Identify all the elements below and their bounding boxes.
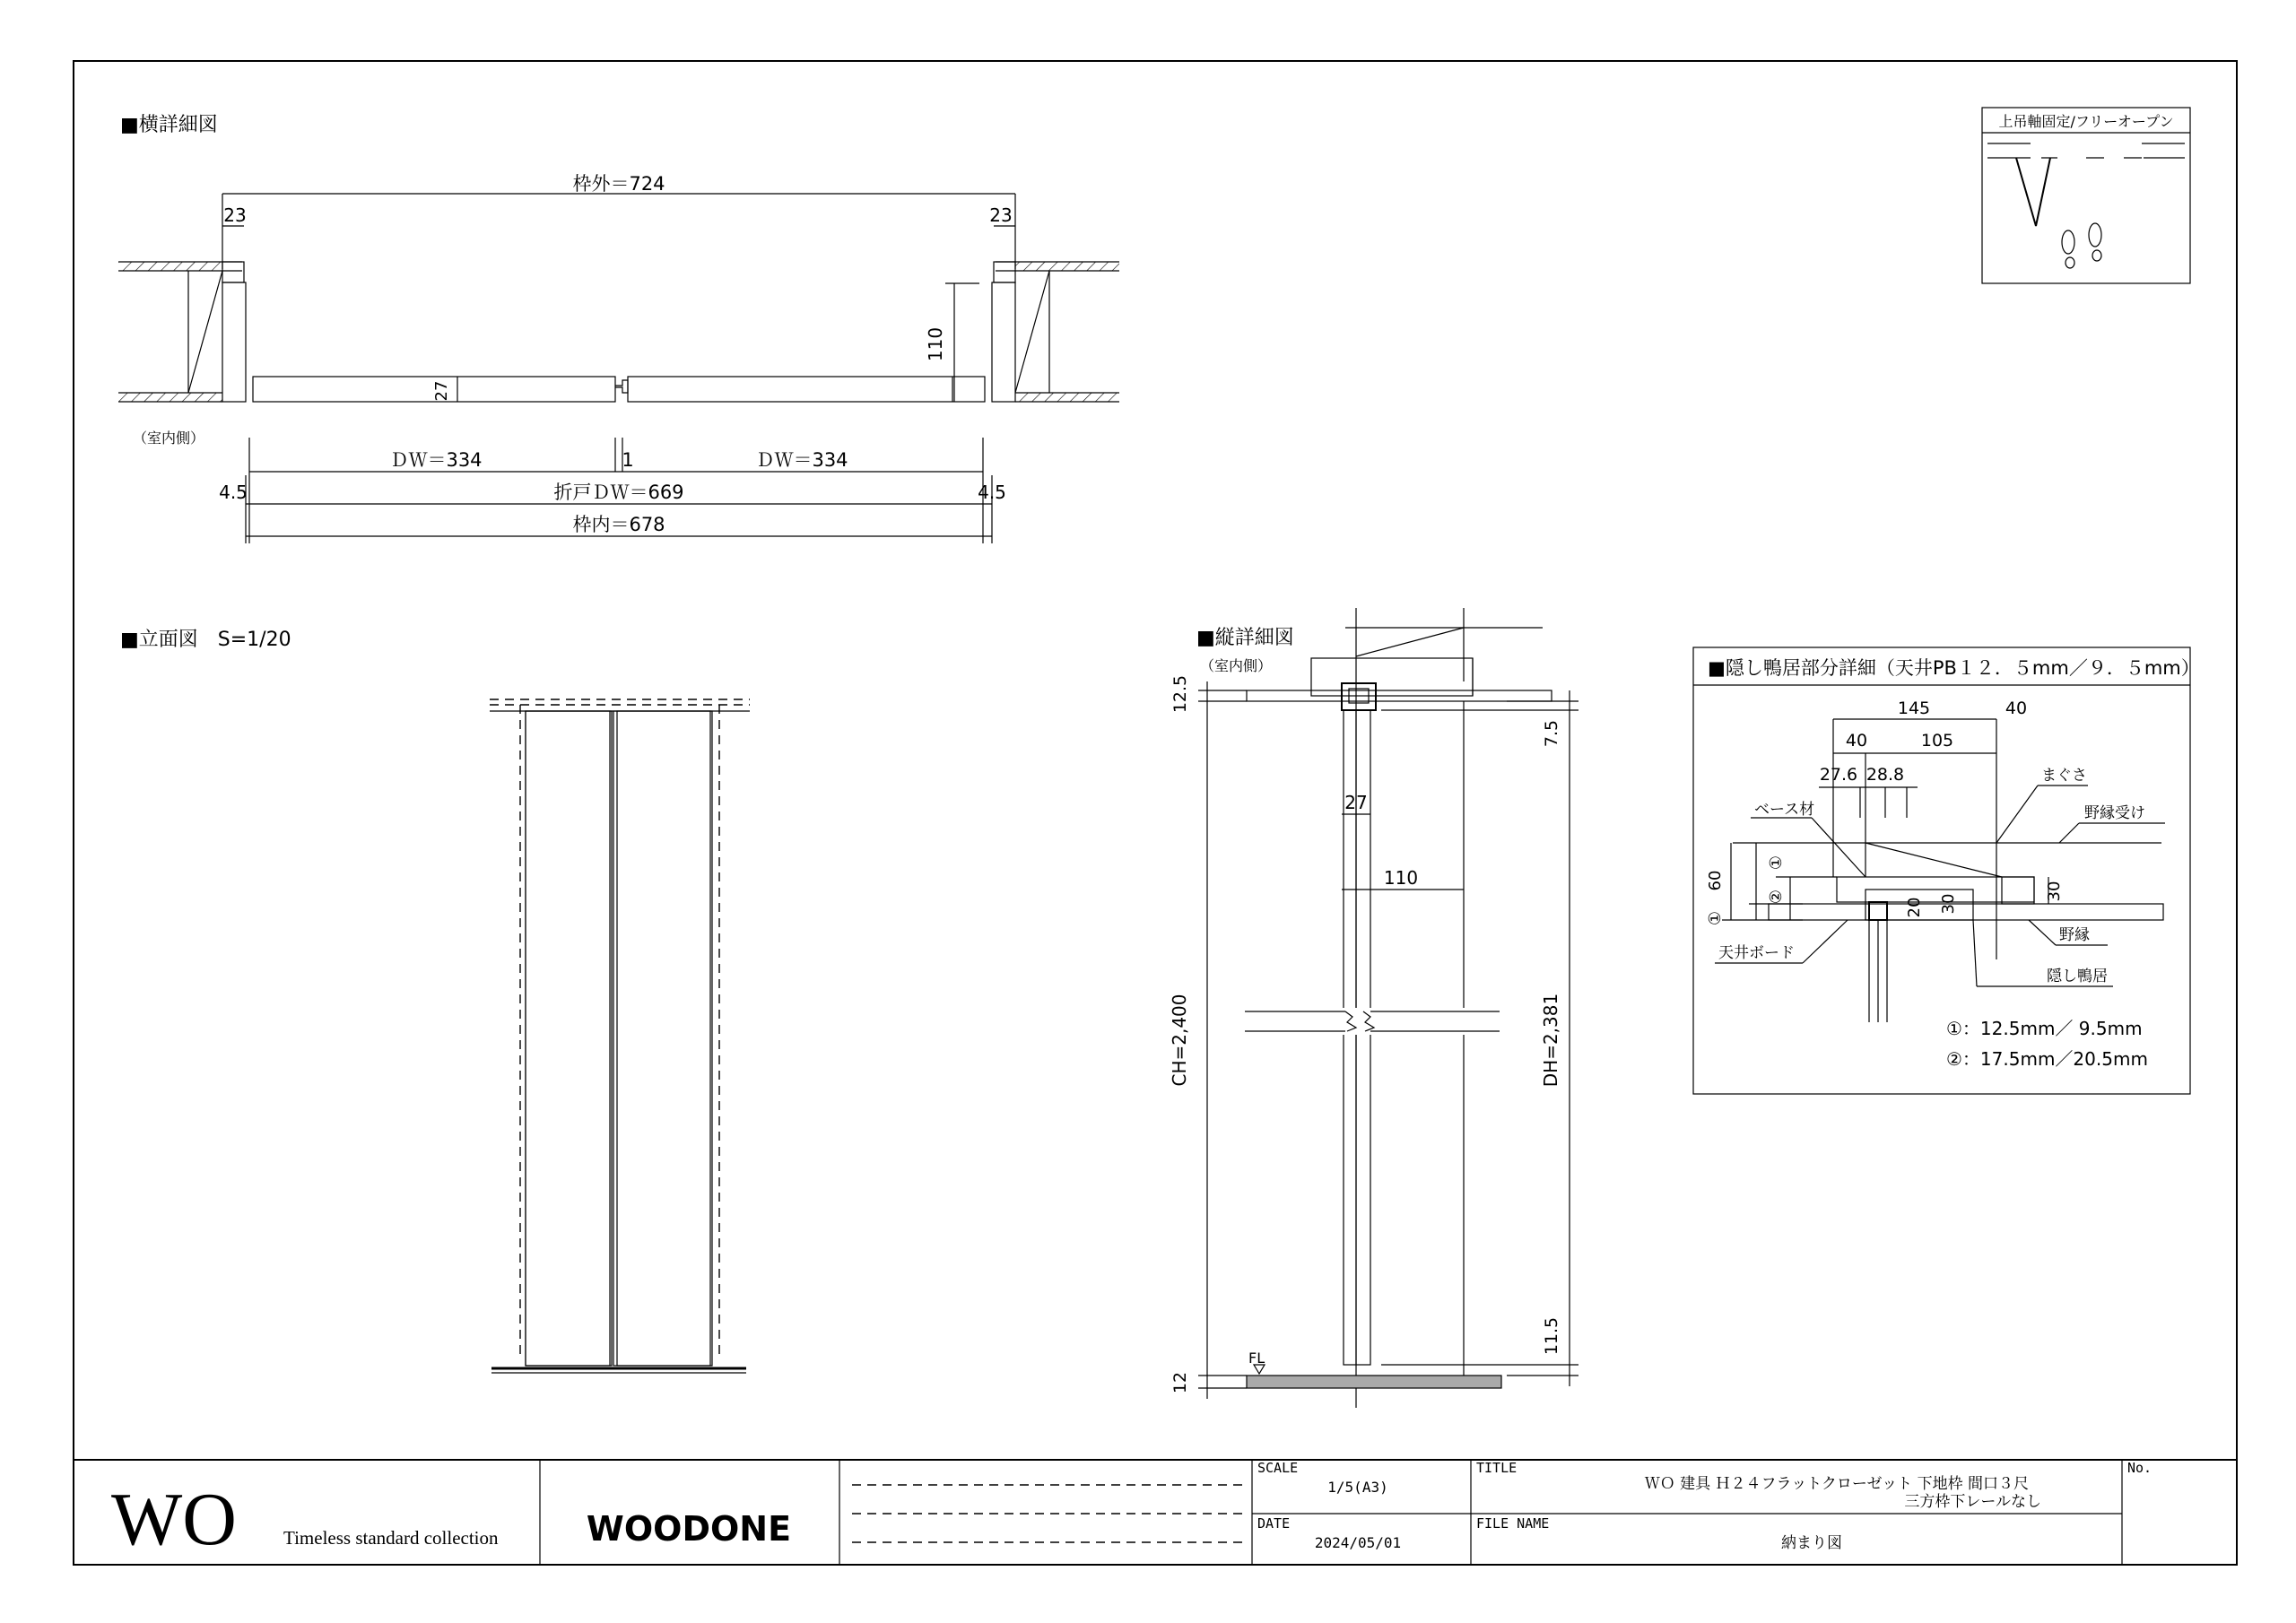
swing-type-label: 上吊軸固定/フリーオープン: [1998, 113, 2174, 130]
detail-dim-145: 145: [1897, 699, 1931, 718]
label-hidden-kamoi: 隠し鴨居: [2047, 968, 2108, 985]
detail-dim-40-right: 40: [2005, 699, 2028, 718]
indoor-label: （室内側）: [133, 430, 205, 447]
detail-dim-20: 20: [1905, 897, 1924, 918]
swing-type-box: [1982, 108, 2190, 283]
dim-gap: 1: [622, 449, 634, 471]
elevation-section-title: ■立面図 S=1/20: [120, 629, 291, 651]
floor-level-label: FL: [1248, 1350, 1265, 1367]
drawing-title-line2: 三方枠下レールなし: [1904, 1493, 2041, 1511]
dim-folding-dw: 折戸ＤＷ＝669: [553, 482, 684, 503]
brand-tagline: Timeless standard collection: [283, 1527, 499, 1549]
title-block: [74, 1460, 2237, 1565]
title-label: TITLE: [1476, 1460, 1518, 1476]
dim-jamb-right: 23: [989, 204, 1013, 226]
note-dimension-2: ②：17.5mm／20.5mm: [1946, 1048, 2148, 1070]
dim-floor-thickness: 12: [1170, 1371, 1190, 1394]
number-label: No.: [2127, 1460, 2152, 1476]
detail-circle-1: ①: [1767, 855, 1786, 871]
woodone-logo: WOODONE: [586, 1509, 792, 1549]
detail-dim-30-mid: 30: [1939, 893, 1958, 915]
file-name-value: 納まり図: [1781, 1534, 1842, 1552]
dim-jamb-left: 23: [223, 204, 247, 226]
vertical-section-title: ■縦詳細図: [1196, 627, 1294, 649]
detail-circle-1-low: ①: [1706, 910, 1725, 926]
dim-clearance-right: 4.5: [978, 482, 1006, 503]
dim-panel-thickness: 27: [432, 380, 451, 402]
label-magusa: まぐさ: [2041, 767, 2087, 785]
elevation-view: [490, 699, 750, 1373]
detail-circle-2: ②: [1767, 889, 1786, 905]
dim-dw-left: ＤＷ＝334: [389, 449, 483, 471]
vertical-section: [1169, 608, 1578, 1408]
brand-wordmark: WO: [111, 1478, 237, 1561]
horizontal-section-title: ■横詳細図: [120, 114, 218, 136]
dim-ceiling-height: CH=2,400: [1169, 994, 1190, 1087]
dim-door-height: DH=2,381: [1540, 993, 1561, 1088]
note-dimension-1: ①：12.5mm／ 9.5mm: [1946, 1018, 2143, 1039]
dim-dw-right: ＤＷ＝334: [755, 449, 848, 471]
detail-dim-40-left: 40: [1845, 731, 1868, 751]
detail-section-title: ■隠し鴨居部分詳細（天井PB１２．５mm／９．５mm）: [1708, 657, 2200, 679]
label-nobuchi: 野縁: [2059, 926, 2090, 944]
dim-frame-outer: 枠外＝724: [572, 173, 665, 195]
scale-value: 1/5(A3): [1327, 1479, 1388, 1496]
scale-label: SCALE: [1257, 1460, 1299, 1476]
vertical-panel-dim: 27: [1344, 792, 1368, 813]
date-value: 2024/05/01: [1314, 1534, 1402, 1551]
label-ceiling-board: 天井ボード: [1718, 944, 1795, 962]
dim-depth: 110: [925, 326, 946, 362]
detail-dim-28-8: 28.8: [1866, 765, 1905, 785]
dim-frame-inner: 枠内＝678: [572, 514, 665, 535]
detail-dim-105: 105: [1920, 731, 1954, 751]
file-name-label: FILE NAME: [1476, 1515, 1550, 1532]
dim-top-gap: 7.5: [1542, 719, 1561, 748]
dim-clearance-left: 4.5: [219, 482, 248, 503]
dim-ceiling-thickness: 12.5: [1170, 674, 1190, 714]
dim-bottom-gap: 11.5: [1542, 1316, 1561, 1356]
kamoi-detail-box: [1693, 647, 2200, 1094]
horizontal-section: [118, 173, 1119, 543]
drawing-title-line1: ＷＯ 建具 Ｈ２４フラットクローゼット 下地枠 間口３尺: [1644, 1475, 2029, 1493]
label-base-material: ベース材: [1754, 801, 1815, 819]
sheet-border: [74, 61, 2237, 1565]
vertical-indoor-label: （室内側）: [1200, 657, 1273, 674]
label-nobuchi-uke: 野縁受け: [2084, 804, 2145, 822]
detail-dim-60: 60: [1706, 870, 1725, 891]
date-label: DATE: [1257, 1515, 1291, 1532]
detail-dim-27-6: 27.6: [1819, 765, 1858, 785]
detail-dim-30-right: 30: [2045, 881, 2064, 902]
vertical-depth-dim: 110: [1383, 867, 1419, 889]
